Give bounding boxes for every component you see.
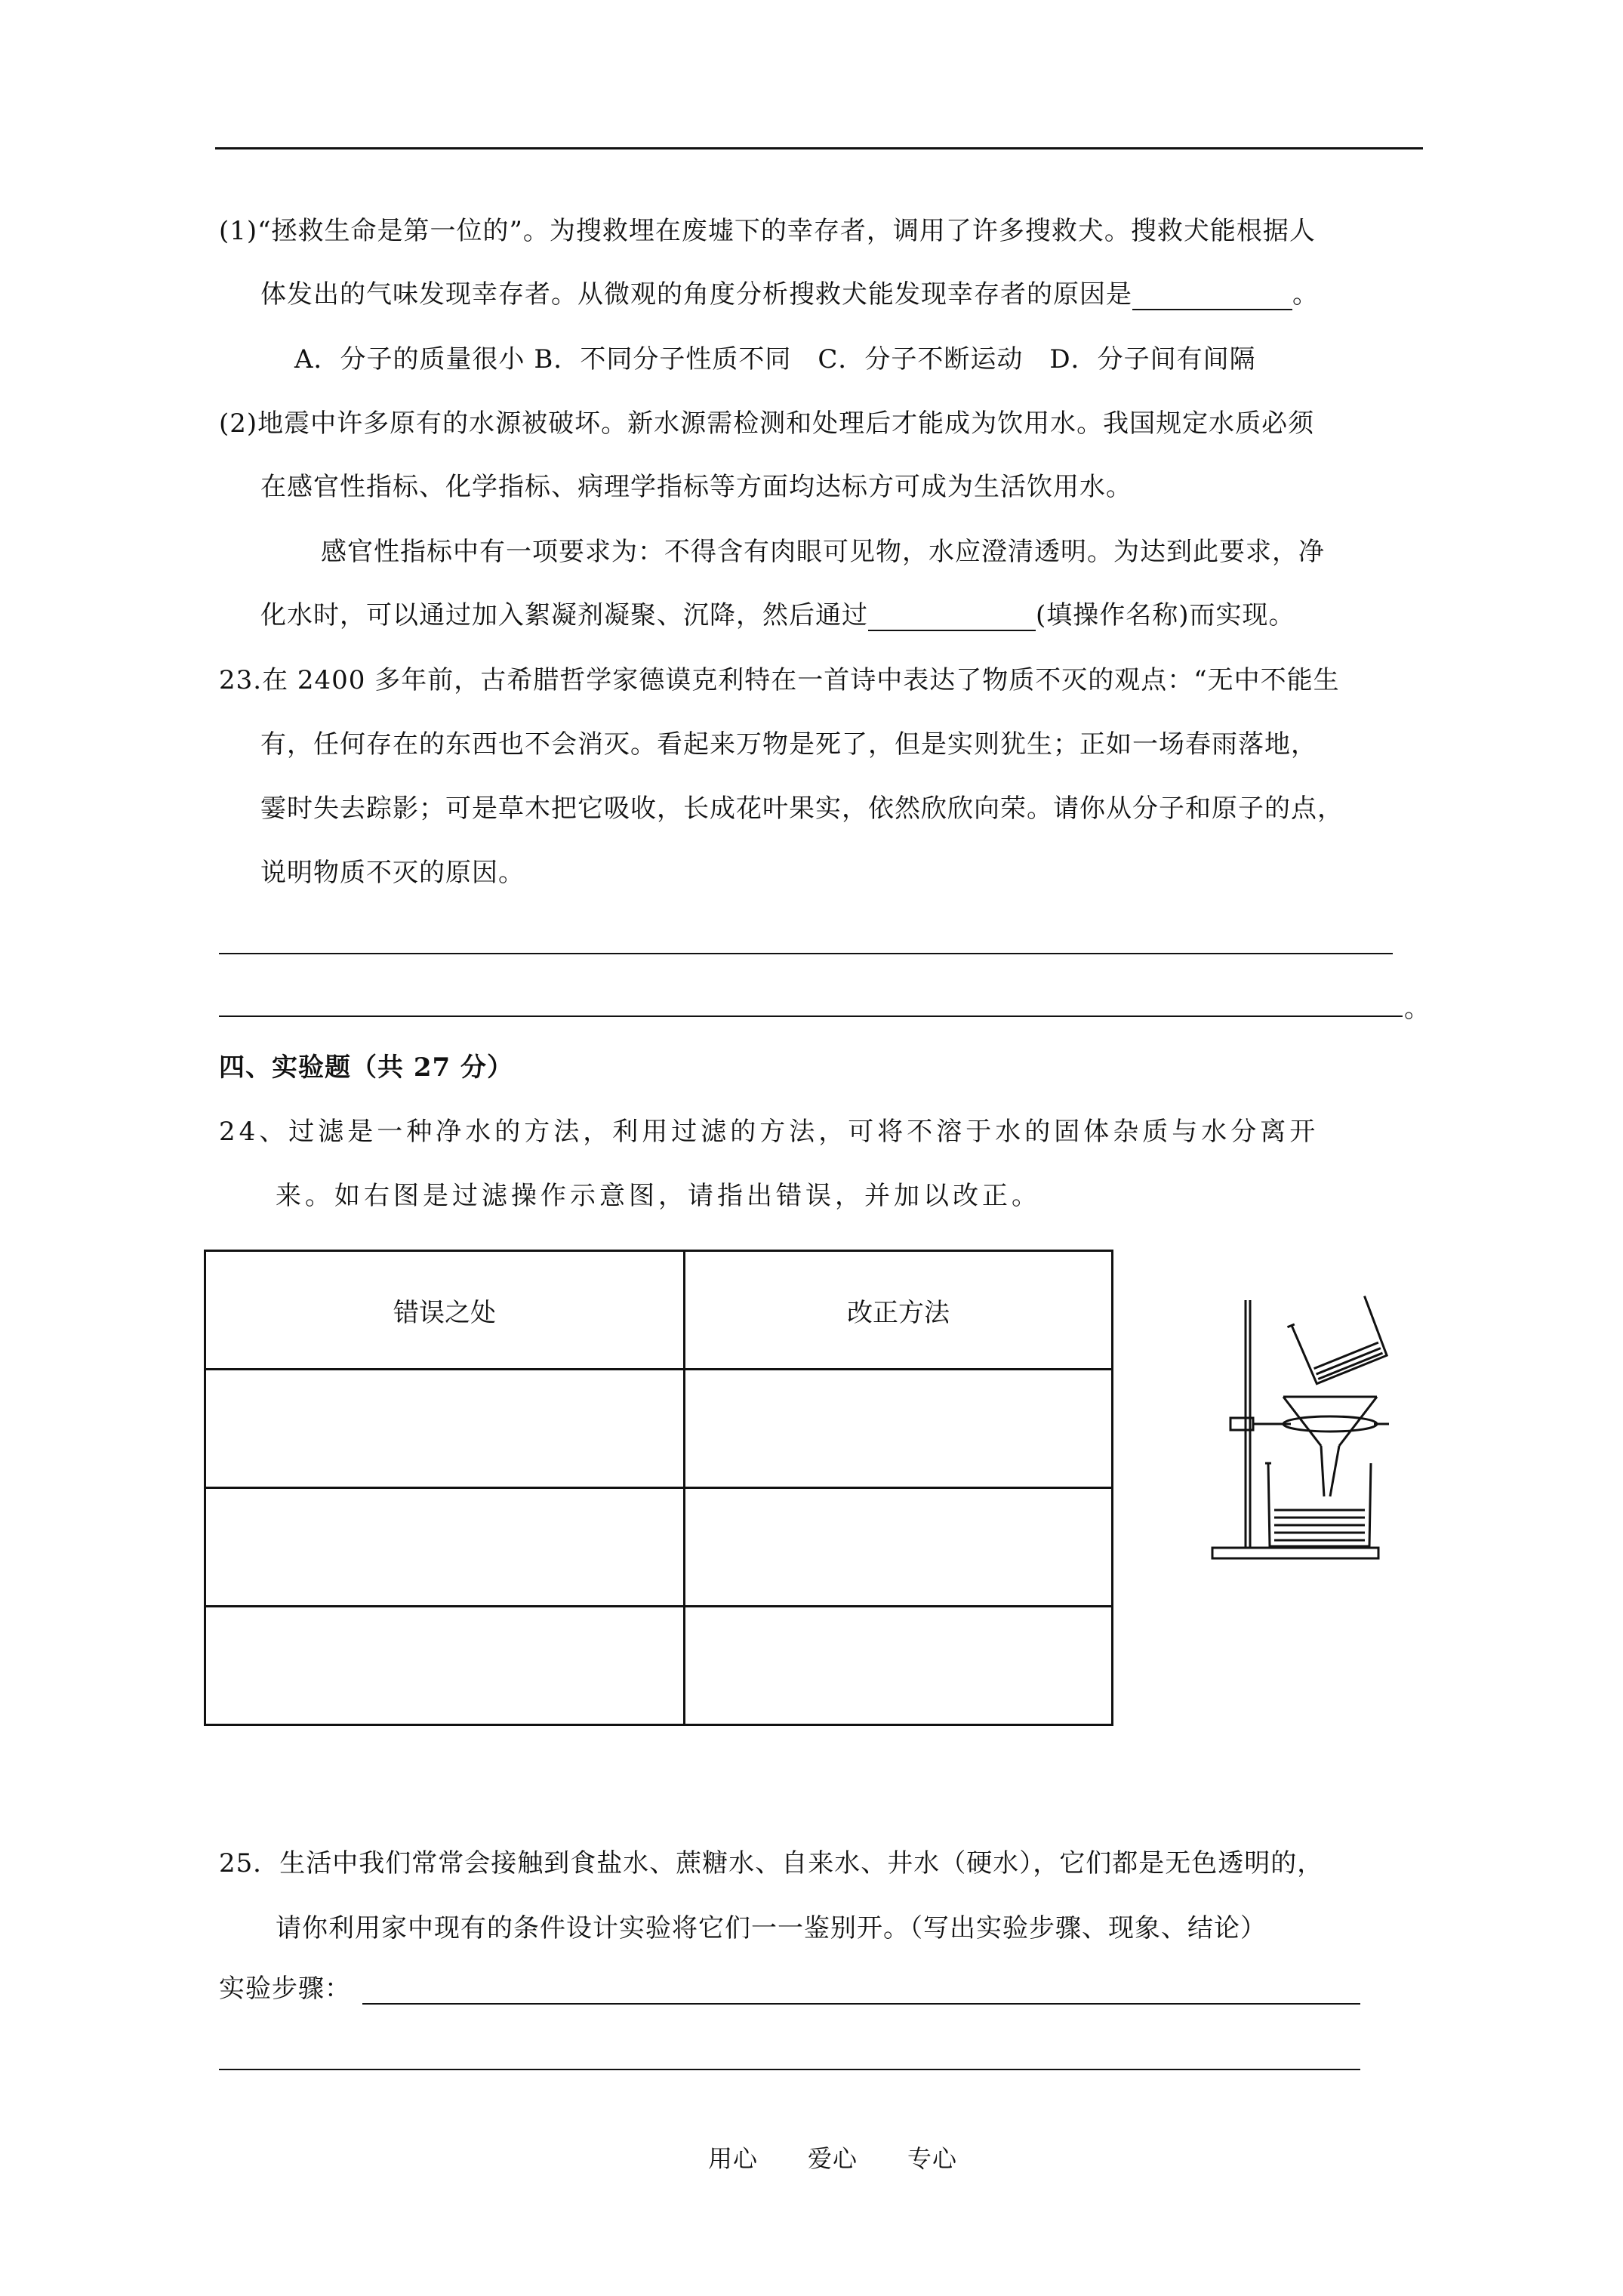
table-cell[interactable] bbox=[205, 1607, 685, 1725]
table-cell[interactable] bbox=[205, 1488, 685, 1607]
answer-blank-operation[interactable] bbox=[868, 604, 1036, 631]
header-rule bbox=[215, 147, 1423, 149]
q24-line2: 来。如右图是过滤操作示意图，请指出错误，并加以改正。 bbox=[276, 1181, 1041, 1211]
q22-p2-line4 bbox=[260, 599, 1295, 631]
q22-p1-line1: (1)“拯救生命是第一位的”。为搜救埋在废墟下的幸存者，调用了许多搜救犬。搜救犬能根据人 bbox=[219, 216, 1316, 246]
q23-line2: 有，任何存在的东西也不会消灭。看起来万物是死了，但是实则犹生；正如一场春雨落地， bbox=[260, 729, 1317, 760]
q24-line1: 24、过滤是一种净水的方法，利用过滤的方法，可将不溶于水的固体杂质与水分离开 bbox=[219, 1117, 1320, 1147]
q25-line2: 请你利用家中现有的条件设计实验将它们一一鉴别开。（写出实验步骤、现象、结论） bbox=[276, 1913, 1267, 1943]
q22-options: A．分子的质量很小 B．不同分子性质不同 C．分子不断运动 D．分子间有间隔 bbox=[294, 344, 1256, 374]
q23-line4: 说明物质不灭的原因。 bbox=[260, 858, 525, 888]
q22-p1-line2 bbox=[260, 279, 1319, 310]
table-cell[interactable] bbox=[205, 1370, 685, 1488]
q23-answer-line-1[interactable] bbox=[219, 953, 1393, 954]
table-cell[interactable] bbox=[685, 1488, 1113, 1607]
page-footer: 用心 爱心 专心 bbox=[708, 2144, 958, 2173]
q22-p2-line4b: (填操作名称)而实现。 bbox=[1036, 600, 1295, 630]
section4-title: 四、实验题（共 27 分） bbox=[219, 1052, 513, 1083]
q24-answer-table bbox=[204, 1250, 1113, 1726]
q25-step-label: 实验步骤： bbox=[219, 1974, 351, 2004]
answer-blank-reason[interactable] bbox=[1132, 283, 1292, 310]
q23-end: 。 bbox=[1404, 994, 1431, 1024]
table-cell[interactable] bbox=[685, 1607, 1113, 1725]
q23-line3: 霎时失去踪影；可是草木把它吸收，长成花叶果实，依然欣欣向荣。请你从分子和原子的点， bbox=[260, 794, 1344, 824]
q22-p1-line2-text: 体发出的气味发现幸存者。从微观的角度分析搜救犬能发现幸存者的原因是 bbox=[260, 279, 1132, 310]
filtration-apparatus-illustration bbox=[1200, 1284, 1427, 1570]
q23-line1: 23.在 2400 多年前，古希腊哲学家德谟克利特在一首诗中表达了物质不灭的观点：“无中不能生 bbox=[219, 665, 1340, 695]
q23-answer-line-2[interactable] bbox=[219, 1015, 1403, 1017]
table-cell[interactable] bbox=[685, 1370, 1113, 1488]
table-header-error: 错误之处 bbox=[205, 1251, 685, 1370]
q22-p2-line1: (2)地震中许多原有的水源被破坏。新水源需检测和处理后才能成为饮用水。我国规定水质必须 bbox=[219, 408, 1315, 439]
q22-p2-line3: 感官性指标中有一项要求为：不得含有肉眼可见物，水应澄清透明。为达到此要求，净 bbox=[321, 537, 1325, 567]
q25-answer-line-2[interactable] bbox=[219, 2069, 1360, 2070]
q25-answer-line-1[interactable] bbox=[362, 2003, 1360, 2005]
table-header-fix: 改正方法 bbox=[685, 1251, 1113, 1370]
q22-p2-line4a: 化水时，可以通过加入絮凝剂凝聚、沉降，然后通过 bbox=[260, 600, 868, 630]
q25-line1: 25．生活中我们常常会接触到食盐水、蔗糖水、自来水、井水（硬水），它们都是无色透明的， bbox=[219, 1848, 1324, 1878]
q22-p1-end: 。 bbox=[1292, 279, 1319, 310]
q22-p2-line2: 在感官性指标、化学指标、病理学指标等方面均达标方可成为生活饮用水。 bbox=[260, 472, 1132, 502]
